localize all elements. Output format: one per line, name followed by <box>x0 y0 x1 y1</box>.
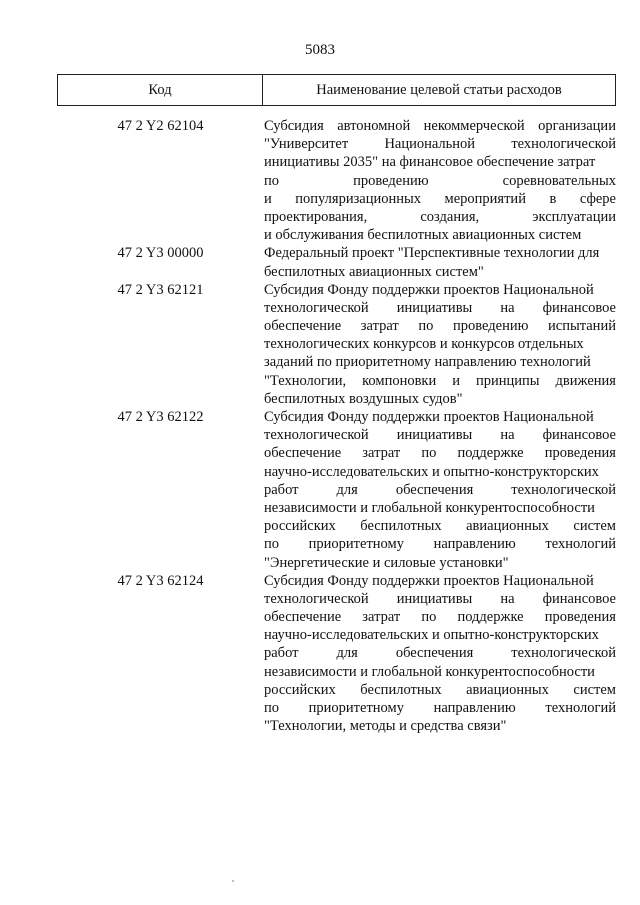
description-text: авиационных <box>466 681 549 698</box>
description-line <box>264 135 616 153</box>
description-line <box>264 426 616 444</box>
table-row <box>57 244 616 280</box>
description-line <box>264 463 616 481</box>
description-text: по <box>418 318 434 335</box>
page-number: 5083 <box>305 42 335 58</box>
description-text: российских <box>264 681 336 698</box>
description-line <box>264 190 616 208</box>
description-line <box>264 208 616 226</box>
description-text: финансовое <box>542 427 616 444</box>
description-text: авиационных <box>466 518 549 535</box>
description-text: Субсидия Фонду поддержки проектов Национальной <box>264 409 594 425</box>
description-text: "Технологии, <box>264 372 347 389</box>
row-code: 47 2 Y3 62121 <box>117 281 204 298</box>
description-line <box>264 572 616 590</box>
description-text: затрат <box>360 318 399 335</box>
description-text: затрат <box>362 445 401 462</box>
description-text: Национальной <box>384 136 476 153</box>
description-text: популяризационных <box>295 190 422 207</box>
row-description <box>264 408 616 572</box>
description-text: "Энергетические и силовые установки" <box>264 554 509 571</box>
description-text: по <box>421 609 437 626</box>
description-text: в <box>549 190 557 207</box>
description-text: независимости и глобальной конкурентоспособности <box>264 663 595 680</box>
row-description <box>264 117 616 244</box>
description-line <box>264 226 616 244</box>
description-text: беспилотных воздушных судов" <box>264 390 463 407</box>
description-text: сфере <box>579 190 616 207</box>
description-text: поддержке <box>457 445 524 462</box>
description-line <box>264 153 616 171</box>
description-text: организации <box>538 118 616 134</box>
row-description <box>264 572 616 736</box>
description-text: движения <box>555 372 616 389</box>
description-text: работ <box>264 645 299 662</box>
description-line <box>264 390 616 408</box>
description-line <box>264 608 616 626</box>
description-text: обеспечение <box>264 445 342 462</box>
description-text: технологий <box>545 536 616 553</box>
description-text: работ <box>264 481 299 498</box>
description-line <box>264 299 616 317</box>
description-text: на <box>500 427 515 444</box>
description-text: обеспечение <box>264 318 342 335</box>
description-text: затрат <box>362 609 401 626</box>
row-description <box>264 244 616 280</box>
description-text: проведению <box>452 318 529 335</box>
description-text: "Университет <box>264 136 349 153</box>
description-line <box>264 117 616 135</box>
description-line <box>264 408 616 426</box>
description-text: для <box>336 481 358 498</box>
table-row <box>57 572 616 736</box>
description-text: Субсидия <box>264 118 324 134</box>
description-text: приоритетному <box>308 700 404 716</box>
description-line <box>264 590 616 608</box>
table-row <box>57 117 616 244</box>
description-text: направлению <box>433 536 516 553</box>
description-line <box>264 281 616 299</box>
description-text: независимости и глобальной конкурентоспособности <box>264 499 595 516</box>
description-text: научно-исследовательских и опытно-конструкторских <box>264 627 599 644</box>
description-text: компоновки <box>362 372 437 389</box>
description-text: на <box>500 299 515 316</box>
description-line <box>264 481 616 499</box>
description-line <box>264 517 616 535</box>
row-code: 47 2 Y3 62122 <box>117 409 204 425</box>
description-text: испытаний <box>548 318 616 335</box>
table-body <box>57 117 616 735</box>
description-line <box>264 353 616 371</box>
description-text: проведению <box>353 172 429 189</box>
description-text: направлению <box>433 700 516 716</box>
description-text: Федеральный проект "Перспективные технологии для <box>264 245 600 262</box>
row-code: 47 2 Y3 00000 <box>117 245 204 262</box>
description-text: эксплуатации <box>532 208 616 225</box>
description-text: инициативы <box>396 590 473 607</box>
row-description <box>264 281 616 408</box>
description-text: создания, <box>420 208 480 225</box>
description-text: поддержке <box>457 609 524 626</box>
description-text: инициативы <box>396 299 473 316</box>
description-line <box>264 444 616 462</box>
description-text: технологий <box>545 700 616 716</box>
description-text: по <box>264 172 280 189</box>
description-text: инициативы 2035" на финансовое обеспечение затрат <box>264 154 596 171</box>
description-text: для <box>336 645 358 662</box>
description-text: Субсидия Фонду поддержки проектов Национальной <box>264 281 594 298</box>
description-line <box>264 499 616 517</box>
description-text: беспилотных <box>360 681 442 698</box>
description-text: финансовое <box>542 299 616 316</box>
description-text: на <box>500 590 515 607</box>
row-code: 47 2 Y2 62104 <box>117 118 204 134</box>
description-text: проведения <box>544 609 616 626</box>
table-header <box>57 74 616 106</box>
description-text: проведения <box>544 445 616 462</box>
description-text: некоммерческой <box>423 118 525 134</box>
description-text: принципы <box>475 372 540 389</box>
column-header-name: Наименование целевой статьи расходов <box>316 81 562 98</box>
table-row <box>57 281 616 408</box>
description-text: мероприятий <box>444 190 526 207</box>
description-line <box>264 335 616 353</box>
description-text: технологической <box>264 299 369 316</box>
description-line <box>264 172 616 190</box>
scan-speck <box>232 880 234 882</box>
description-line <box>264 681 616 699</box>
description-text: обеспечения <box>395 481 474 498</box>
description-text: автономной <box>337 118 411 134</box>
description-line <box>264 372 616 390</box>
description-text: финансовое <box>542 590 616 607</box>
description-text: технологических конкурсов и конкурсов отдельных <box>264 336 584 353</box>
description-text: технологической <box>264 590 369 607</box>
description-line <box>264 317 616 335</box>
description-text: Субсидия Фонду поддержки проектов Национальной <box>264 572 594 589</box>
description-line <box>264 535 616 553</box>
description-text: научно-исследовательских и опытно-конструкторских <box>264 463 599 480</box>
description-line <box>264 717 616 735</box>
description-text: приоритетному <box>308 536 404 553</box>
description-line <box>264 699 616 717</box>
description-text: российских <box>264 518 336 535</box>
description-text: и <box>264 190 272 207</box>
description-line <box>264 663 616 681</box>
row-code: 47 2 Y3 62124 <box>117 572 204 589</box>
description-text: обеспечение <box>264 609 342 626</box>
description-text: технологической <box>511 645 616 662</box>
description-text: обеспечения <box>395 645 474 662</box>
description-text: технологической <box>511 136 616 153</box>
column-header-code: Код <box>58 75 263 105</box>
description-text: "Технологии, методы и средства связи" <box>264 718 507 735</box>
description-line <box>264 644 616 662</box>
description-text: беспилотных <box>360 518 442 535</box>
description-text: инициативы <box>396 427 473 444</box>
description-text: и <box>452 372 460 389</box>
description-text: технологической <box>511 481 616 498</box>
description-text: по <box>264 700 280 716</box>
description-line <box>264 244 616 262</box>
description-text: заданий по приоритетному направлению технологий <box>264 354 591 371</box>
description-text: систем <box>573 518 616 535</box>
description-text: соревновательных <box>502 172 616 189</box>
description-text: систем <box>573 681 616 698</box>
description-text: беспилотных авиационных систем" <box>264 263 484 280</box>
description-text: по <box>421 445 437 462</box>
description-line <box>264 626 616 644</box>
description-line <box>264 263 616 281</box>
description-text: технологической <box>264 427 369 444</box>
description-line <box>264 554 616 572</box>
table-row <box>57 408 616 572</box>
description-text: по <box>264 536 280 553</box>
description-text: и обслуживания беспилотных авиационных систем <box>264 227 582 244</box>
description-text: проектирования, <box>264 208 368 225</box>
